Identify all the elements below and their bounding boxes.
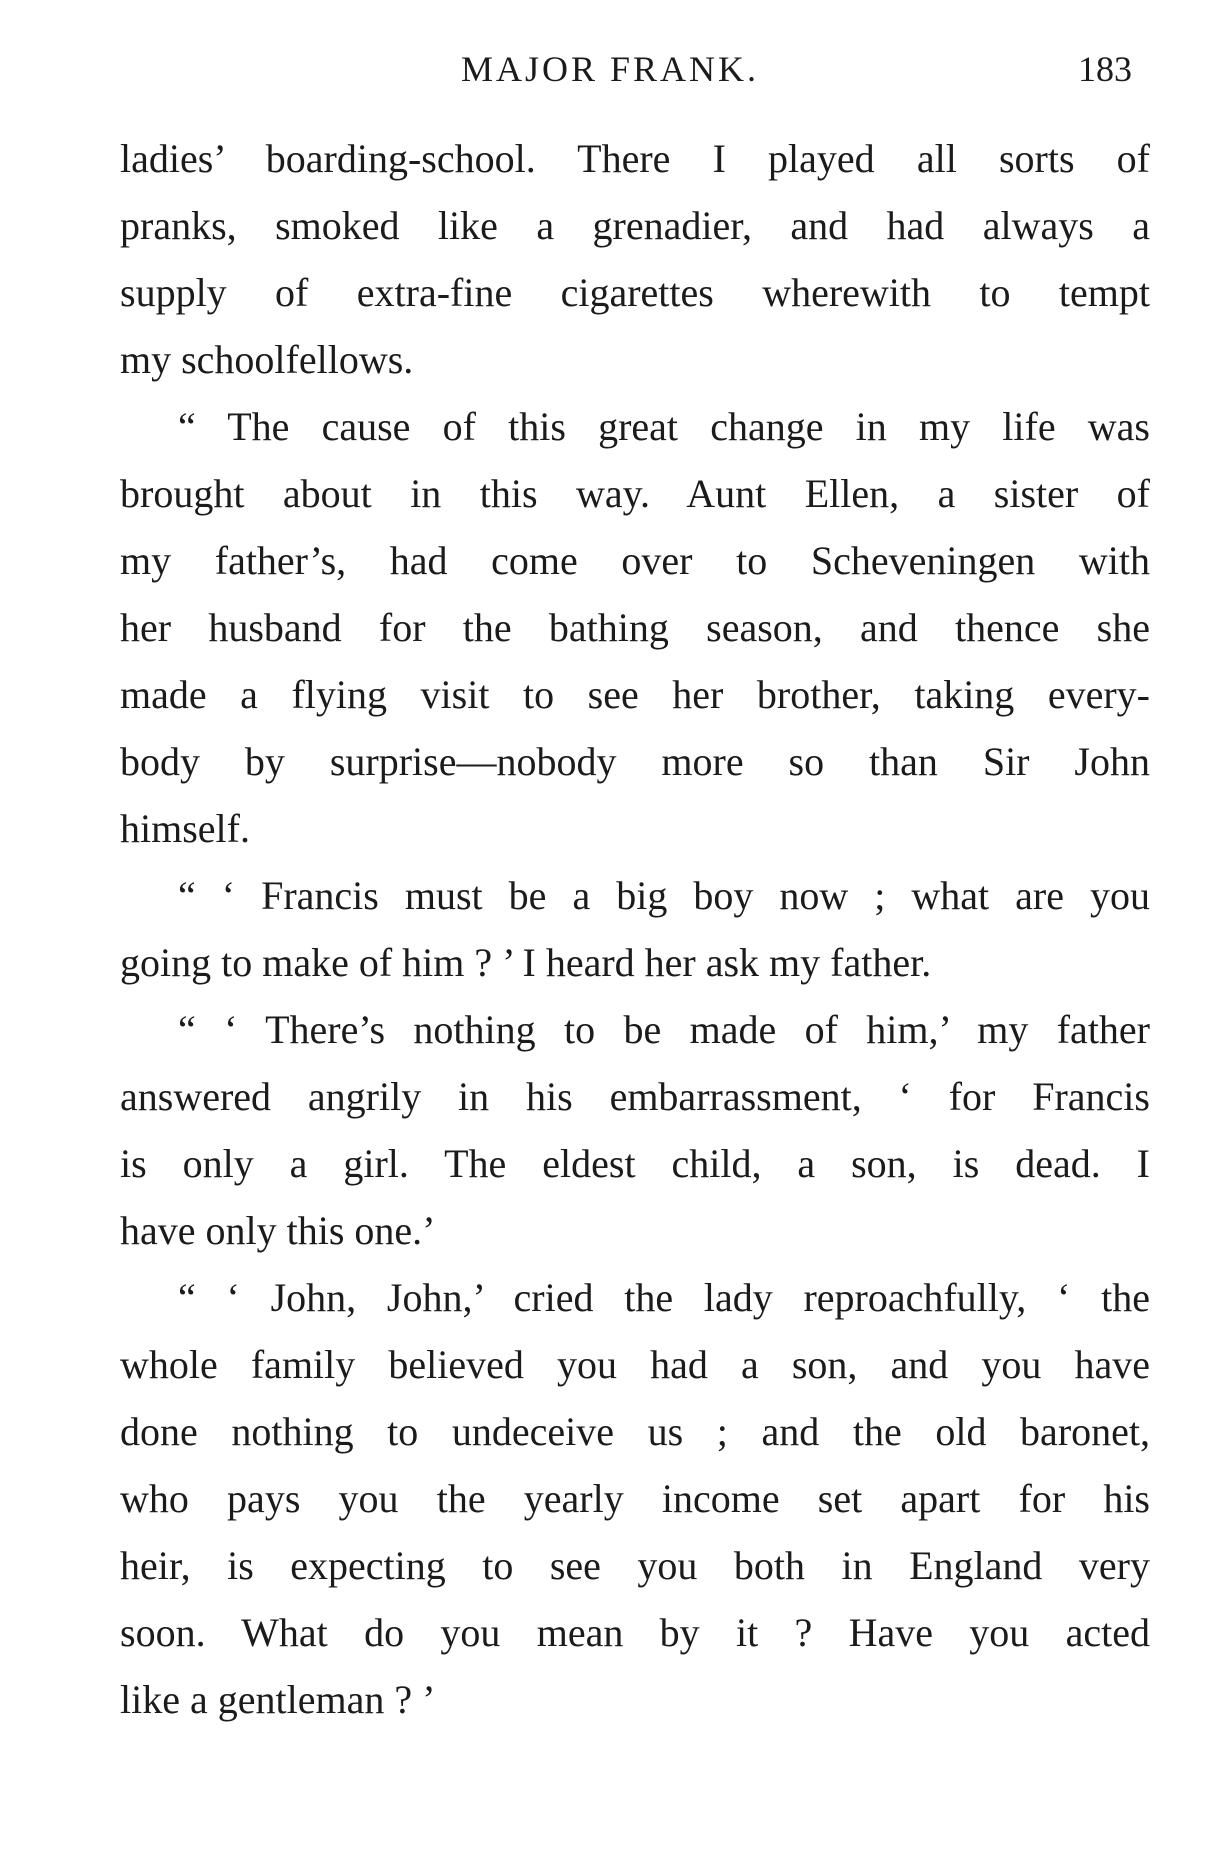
text-line: “ The cause of this great change in my life was <box>178 404 1150 449</box>
paragraph <box>120 996 1150 1264</box>
paragraph <box>120 1264 1150 1733</box>
text-line: body by surprise—nobody more so than Sir John <box>120 739 1150 784</box>
paragraph <box>120 125 1150 393</box>
text-line: is only a girl. The eldest child, a son, is dead. I <box>120 1141 1150 1186</box>
text-line: going to make of him ? ’ I heard her ask my father. <box>120 940 932 985</box>
text-line: my schoolfellows. <box>120 337 414 382</box>
text-line: answered angrily in his embarrassment, ‘ for Francis <box>120 1074 1150 1119</box>
text-line: heir, is expecting to see you both in England very <box>120 1543 1150 1588</box>
text-line: who pays you the yearly income set apart for his <box>120 1476 1150 1521</box>
text-line: her husband for the bathing season, and thence she <box>120 605 1150 650</box>
text-line: have only this one.’ <box>120 1208 436 1253</box>
text-line: himself. <box>120 806 250 851</box>
paragraph <box>120 862 1150 996</box>
text-line: made a flying visit to see her brother, taking every- <box>120 672 1150 717</box>
text-line: “ ‘ John, John,’ cried the lady reproachfully, ‘ the <box>178 1275 1150 1320</box>
running-title: MAJOR FRANK. <box>460 49 760 89</box>
text-line: like a gentleman ? ’ <box>120 1677 436 1722</box>
body-text <box>120 125 1150 1733</box>
text-line: done nothing to undeceive us ; and the old baronet, <box>120 1409 1150 1454</box>
text-line: supply of extra-fine cigarettes wherewith to tempt <box>120 270 1150 315</box>
text-line: my father’s, had come over to Scheveningen with <box>120 538 1150 583</box>
text-line: whole family believed you had a son, and you have <box>120 1342 1150 1387</box>
text-line: ladies’ boarding-school. There I played all sorts of <box>120 136 1150 181</box>
text-line: “ ‘ There’s nothing to be made of him,’ my father <box>178 1007 1150 1052</box>
page-number: 183 <box>1078 49 1132 89</box>
running-head <box>0 44 1220 94</box>
text-line: brought about in this way. Aunt Ellen, a sister of <box>120 471 1150 516</box>
text-line: “ ‘ Francis must be a big boy now ; what are you <box>178 873 1150 918</box>
text-line: pranks, smoked like a grenadier, and had always a <box>120 203 1150 248</box>
text-line: soon. What do you mean by it ? Have you acted <box>120 1610 1150 1655</box>
paragraph <box>120 393 1150 862</box>
